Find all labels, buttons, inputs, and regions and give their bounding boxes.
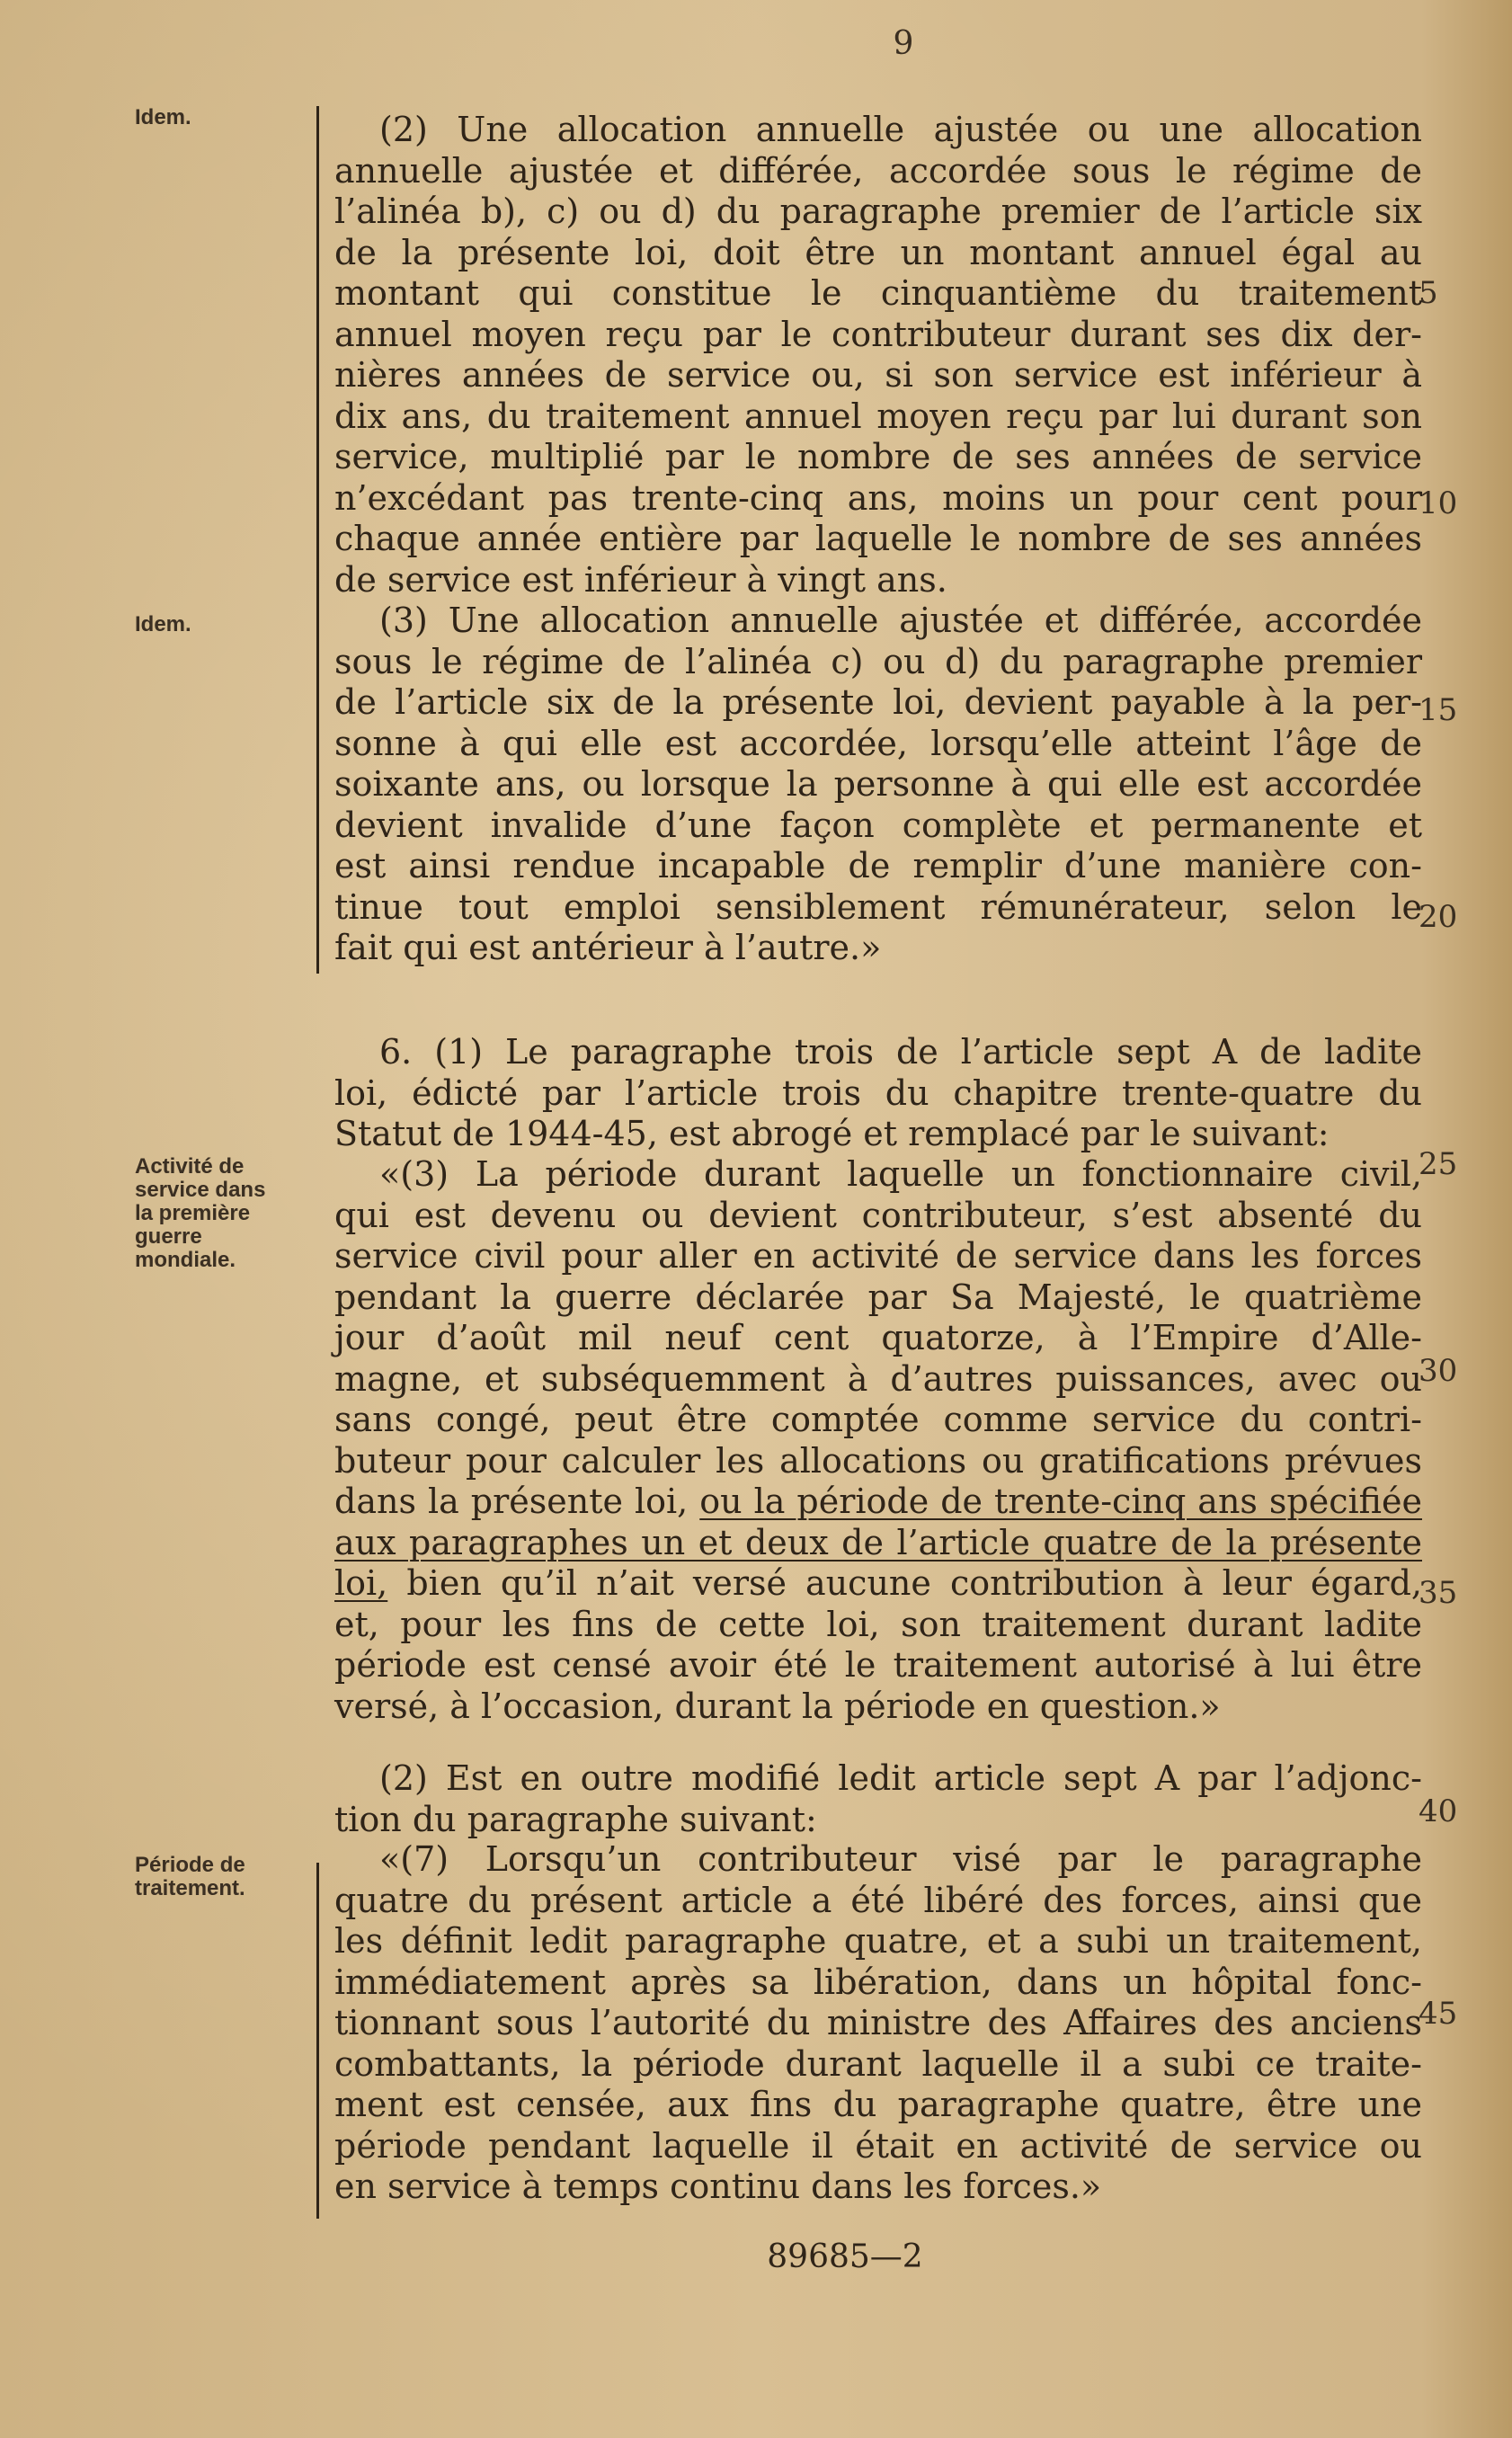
line-number-30: 30	[1419, 1353, 1458, 1389]
change-bar-upper	[316, 106, 319, 974]
amendment-paragraph-2: (2) Est en outre modifié ledit article sept A par l’adjonc- tion du paragraphe suivant:	[334, 1758, 1422, 1839]
underlined-amendment-3: loi,	[334, 1563, 388, 1603]
line-with-underline-end: loi, bien qu’il n’ait versé aucune contribution à leur égard,	[334, 1563, 1422, 1603]
page-number: 9	[893, 25, 914, 62]
line-number-5: 5	[1419, 275, 1438, 311]
line-number-25: 25	[1419, 1146, 1458, 1182]
paragraph-3-allocation: (3) Une allocation annuelle ajustée et différée, accordée sous le régime de l’alinéa c) ou d) du paragraphe premier de l’article six de la présente loi, devient payable à la per- sonne à qui elle est accordée, lorsqu’elle atteint l’âge de soixante ans, ou lorsque la personne à qui elle est accordée devient invalide d’une façon complète et permanente et est ainsi rendue incapable de remplir d’une manière con- tinue tout emploi sensiblement rémunérateur, selon le fait qui est antérieur à l’autre.»	[334, 601, 1422, 967]
footer-code: 89685—2	[767, 2238, 923, 2275]
line-number-20: 20	[1419, 899, 1458, 935]
line-number-45: 45	[1419, 1996, 1458, 2032]
line-number-35: 35	[1419, 1575, 1458, 1611]
quoted-paragraph-7: «(7) Lorsqu’un contributeur visé par le paragraphe quatre du présent article a été libéré des forces, ainsi que les définit ledit paragraphe quatre, et a subi un traitement, immédiatement après sa libération, dans un hôpital fonc- tionnant sous l’autorité du ministre des Affaires des anciens combattants, la période durant laquelle il a subi ce traite- ment est censée, aux fins du paragraphe quatre, être une période pendant laquelle il était en activité de service ou en service à temps continu dans les forces.»	[334, 1839, 1422, 2206]
line-number-15: 15	[1419, 692, 1458, 728]
margin-note-periode-traitement: Période de traitement.	[135, 1853, 245, 1900]
margin-note-idem-2: Idem.	[135, 612, 191, 636]
section-6-paragraph-1: 6. (1) Le paragraphe trois de l’article sept A de ladite loi, édicté par l’article trois du chapitre trente-quatre du Statut de 1944-45, est abrogé et remplacé par le suivant:	[334, 1032, 1422, 1153]
margin-note-activite-service: Activité de service dans la première guerre mondiale.	[135, 1154, 266, 1272]
line-number-40: 40	[1419, 1793, 1458, 1829]
margin-note-idem-1: Idem.	[135, 105, 191, 129]
change-bar-lower	[316, 1863, 319, 2219]
underlined-amendment-2: aux paragraphes un et deux de l’article quatre de la présente	[334, 1522, 1422, 1562]
underlined-amendment-1: ou la période de trente-cinq ans spécifiée	[699, 1481, 1422, 1521]
line-with-underline-start: dans la présente loi, ou la période de trente-cinq ans spécifiée	[334, 1481, 1422, 1521]
paragraph-2-allocation: (2) Une allocation annuelle ajustée ou une allocation annuelle ajustée et différée, accordée sous le régime de l’alinéa b), c) ou d) du paragraphe premier de l’article six de la présente loi, doit être un montant annuel égal au montant qui constitue le cinquantième du traitement annuel moyen reçu par le contributeur durant ses dix der- nières années de service ou, si son service est inférieur à dix ans, du traitement annuel moyen reçu par lui durant son service, multiplié par le nombre de ses années de service n’excédant pas trente-cinq ans, moins un pour cent pour chaque année entière par laquelle le nombre de ses années de service est inférieur à vingt ans.	[334, 110, 1422, 600]
line-number-10: 10	[1419, 485, 1458, 521]
quoted-paragraph-3: «(3) La période durant laquelle un fonctionnaire civil, qui est devenu ou devient contributeur, s’est absenté du service civil pour aller en activité de service dans les forces pendant la guerre déclarée par Sa Majesté, le quatrième jour d’août mil neuf cent quatorze, à l’Empire d’Alle- magne, et subséquemment à d’autres puissances, avec ou sans congé, peut être comptée comme service du contri- buteur pour calculer les allocations ou gratifications prévues dans la présente loi, ou la période de trente-cinq ans spécifiée aux paragraphes un et deux de l’article quatre de la présente loi, bien qu’il n’ait versé aucune contribution à leur égard, et, pour les fins de cette loi, son traitement durant ladite période est censé avoir été le traitement autorisé à lui être versé, à l’occasion, durant la période en question.»	[334, 1154, 1422, 1726]
